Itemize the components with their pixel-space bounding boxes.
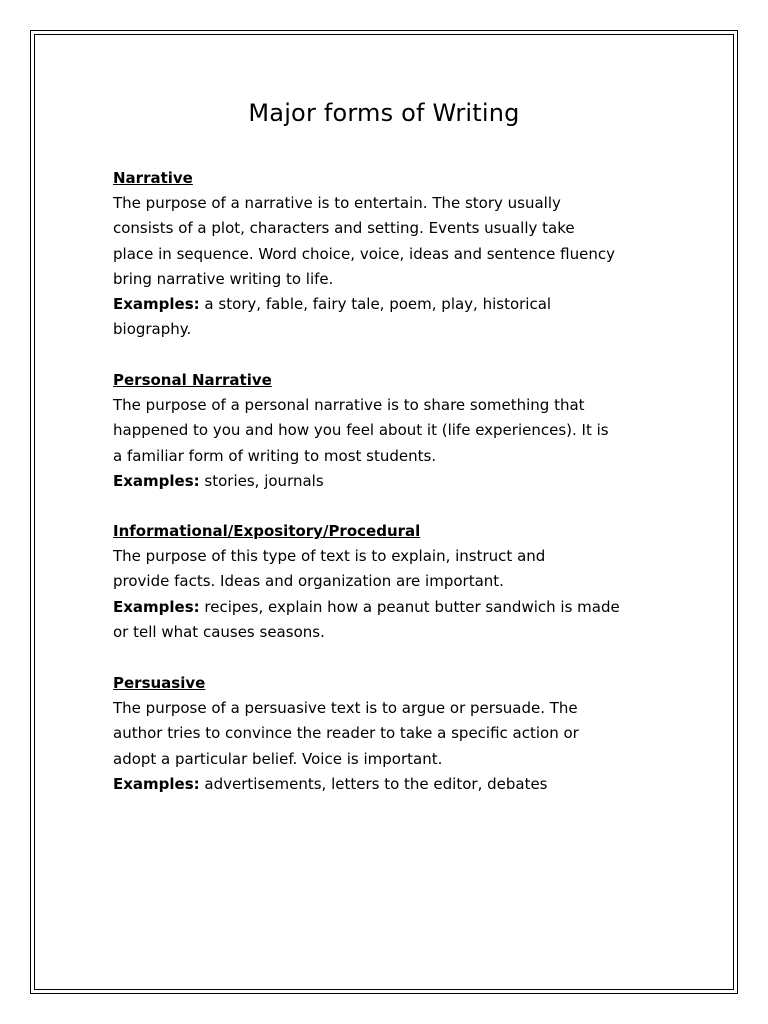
body-line: author tries to convince the reader to take a specific action or [113, 724, 579, 743]
page-title: Major forms of Writing [248, 99, 520, 127]
examples-line [113, 595, 673, 620]
examples-line [113, 292, 673, 317]
body-line: The purpose of a narrative is to entertain. The story usually [113, 194, 561, 212]
section-heading: Narrative [113, 169, 193, 187]
section-narrative [113, 166, 673, 343]
examples-line: or tell what causes seasons. [113, 622, 325, 641]
body-line: The purpose of a persuasive text is to argue or persuade. The [113, 699, 578, 717]
body-line: adopt a particular belief. Voice is important. [113, 749, 443, 768]
examples-text: advertisements, letters to the editor, debates [199, 774, 548, 793]
section-heading: Persuasive [113, 674, 206, 692]
examples-label: Examples: [113, 295, 200, 314]
examples-label: Examples: [113, 471, 200, 490]
section-heading: Informational/Expository/Procedural [113, 522, 421, 540]
examples-line [113, 772, 673, 797]
section-personal-narrative [113, 368, 673, 494]
section-informational [113, 519, 673, 645]
examples-label: Examples: [113, 774, 200, 793]
section-heading: Personal Narrative [113, 371, 272, 389]
body-line: a familiar form of writing to most students. [113, 446, 437, 465]
body-line: happened to you and how you feel about it (life experiences). It is [113, 421, 609, 440]
body-line: consists of a plot, characters and setting. Events usually take [113, 219, 575, 238]
examples-label: Examples: [113, 597, 200, 616]
body-line: The purpose of this type of text is to explain, instruct and [113, 547, 546, 565]
body-line: The purpose of a personal narrative is to share something that [113, 396, 585, 414]
examples-text: a story, fable, fairy tale, poem, play, historical [199, 295, 552, 314]
body-line: place in sequence. Word choice, voice, ideas and sentence fluency [113, 244, 615, 263]
section-persuasive [113, 671, 673, 797]
examples-text: recipes, explain how a peanut butter sandwich is made [199, 597, 620, 616]
examples-text: stories, journals [199, 471, 324, 490]
body-line: bring narrative writing to life. [113, 269, 334, 288]
examples-line: biography. [113, 320, 192, 339]
body-line: provide facts. Ideas and organization are important. [113, 572, 504, 591]
examples-line [113, 469, 673, 494]
